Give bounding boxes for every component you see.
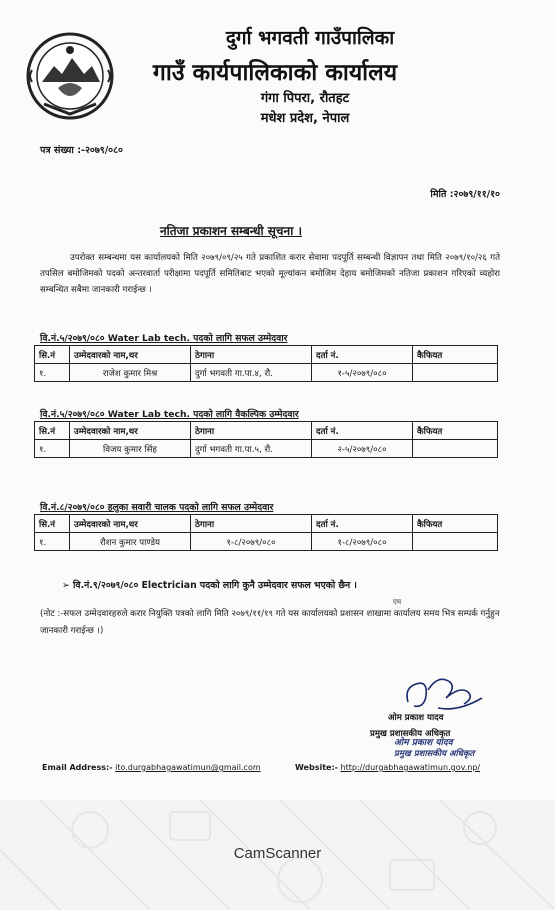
table-header-row (35, 422, 498, 440)
col-remarks: कैफियत (413, 346, 498, 364)
address-line-2: मधेश प्रदेश, नेपाल (260, 111, 350, 126)
col-sn: सि.नं (35, 515, 70, 533)
results-table-3 (34, 514, 498, 551)
table-row (35, 533, 498, 551)
col-address: ठेगाना (191, 515, 312, 533)
col-name: उम्मेदवारको नाम,थर (70, 422, 191, 440)
issue-date: मिति :२०७९/११/१० (430, 189, 500, 200)
col-remarks: कैफियत (413, 515, 498, 533)
col-sn: सि.नं (35, 346, 70, 364)
municipality-name: दुर्गा भगवती गाउँपालिका (225, 27, 395, 49)
cell-address: दुर्गा भगवती गा.पा.४, रौ. (191, 364, 312, 382)
col-name: उम्मेदवारको नाम,थर (70, 515, 191, 533)
table-header-row (35, 515, 498, 533)
cell-remarks (413, 364, 498, 382)
email-link[interactable]: ito.durgabhagawatimun@gmail.com (115, 763, 261, 772)
col-remarks: कैफियत (413, 422, 498, 440)
section-heading-1: वि.नं.५/२०७९/०८० Water Lab tech. पदको लागि सफल उम्मेदवार (40, 333, 288, 344)
reference-number: पत्र संख्या :-२०७९/०८० (40, 145, 123, 156)
section-heading-2: वि.नं.५/२०७९/०८० Water Lab tech. पदको लागि वैकल्पिक उम्मेदवार (40, 409, 299, 420)
stamp-role: प्रमुख प्रशासकीय अधिकृत (394, 749, 475, 759)
cell-name: विजय कुमार सिंह (70, 440, 191, 458)
camscanner-watermark: CamScanner (233, 845, 322, 862)
website-label: Website:- (295, 763, 338, 772)
cell-remarks (413, 533, 498, 551)
cell-sn: १. (35, 440, 70, 458)
cell-name: राजेश कुमार मिश्र (70, 364, 191, 382)
cell-name: रौशन कुमार पाण्डेय (70, 533, 191, 551)
cell-reg-no: २-५/२०७९/०८० (312, 440, 413, 458)
cell-remarks (413, 440, 498, 458)
table-row (35, 364, 498, 382)
col-sn: सि.नं (35, 422, 70, 440)
stamp-name: ओम प्रकाश यादव (394, 738, 453, 748)
table-row (35, 440, 498, 458)
website-line (295, 763, 480, 772)
signatory-role: प्रमुख प्रशासकीय अधिकृत (370, 729, 451, 739)
col-reg-no: दर्ता नं. (312, 346, 413, 364)
table-header-row (35, 346, 498, 364)
col-reg-no: दर्ता नं. (312, 515, 413, 533)
section-heading-3: वि.नं.८/२०७९/०८० हलुका सवारी चालक पदको लागि सफल उम्मेदवार (40, 502, 274, 513)
cell-reg-no: १-५/२०७९/०८० (312, 364, 413, 382)
footnote: (नोट :-सफल उम्मेदवारहरुले करार नियुक्ति पत्रको लागि मिति २०७९/११/१९ गते यस कार्यालयको प्रशासन शाखामा कार्यालय समय भित्र सम्पर्क गर्नुहुन जानकारी गराईन्छ ।) (40, 609, 500, 636)
results-table-1 (34, 345, 498, 382)
website-link[interactable]: http://durgabhagawatimun.gov.np/ (340, 763, 481, 772)
col-address: ठेगाना (191, 346, 312, 364)
nepal-emblem-logo (24, 30, 116, 122)
cell-sn: १. (35, 364, 70, 382)
cell-address: दुर्गा भगवती गा.पा.५, रौ. (191, 440, 312, 458)
notice-title: नतिजा प्रकाशन सम्बन्धी सूचना । (160, 224, 303, 238)
email-line (42, 763, 261, 772)
notice-body: उपरोक्त सम्बन्धमा यस कार्यालयको मिति २०७९/०९/२५ गते प्रकाशित करार सेवामा पदपूर्ति सम्बन्धी विज्ञापन तथा मिति २०७९/१०/२६ गते तपसिल बमोजिमको पदको अन्तरवार्ता परीक्षामा पदपूर्ति समितिबाट भएको मूल्यांकन बमोजिम देहाय बमोजिमको नतिजा प्रकाशन गरिएको व्यहोरा सम्बन्धित सबैमा जानकारी गराईन्छ । (40, 253, 500, 295)
office-name: गाउँ कार्यपालिकाको कार्यालय (152, 60, 398, 86)
handwritten-annotation: एम (393, 598, 402, 606)
email-label: Email Address:- (42, 763, 113, 772)
address-line-1: गंगा पिपरा, रौतहट (260, 91, 350, 106)
col-name: उम्मेदवारको नाम,थर (70, 346, 191, 364)
col-reg-no: दर्ता नं. (312, 422, 413, 440)
results-table-2 (34, 421, 498, 458)
handwritten-signature (398, 668, 488, 718)
cell-sn: १. (35, 533, 70, 551)
signatory-name: ओम प्रकाश यादव (388, 713, 444, 723)
cell-reg-no: १-८/२०७९/०८० (312, 533, 413, 551)
no-candidate-notice: ➢ वि.नं.९/२०७९/०८० Electrician पदको लागि कुनै उम्मेदवार सफल भएको छैन । (62, 580, 357, 591)
cell-address: १-८/२०७९/०८० (191, 533, 312, 551)
col-address: ठेगाना (191, 422, 312, 440)
